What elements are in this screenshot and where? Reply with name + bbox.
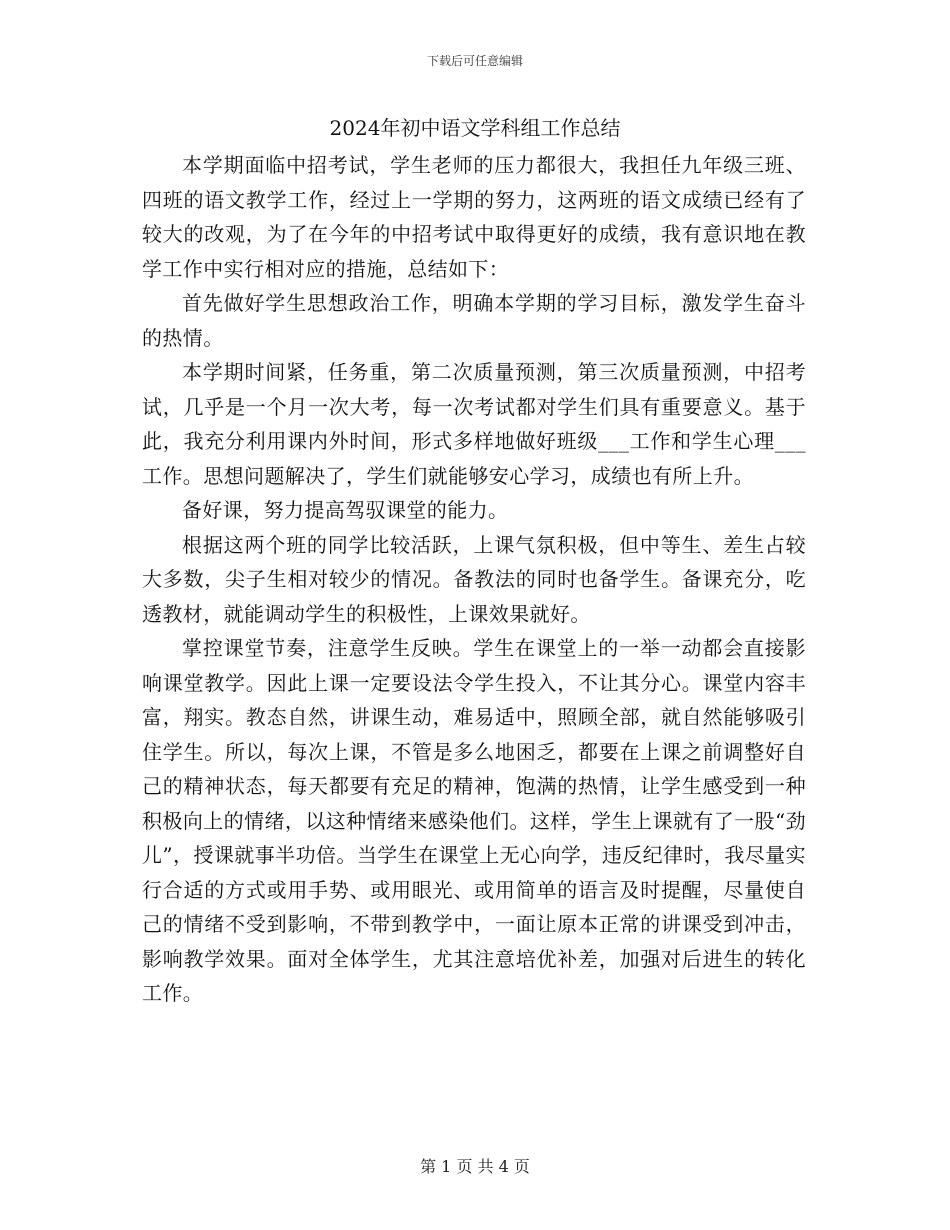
paragraph-intro: 本学期面临中招考试，学生老师的压力都很大，我担任九年级三班、四班的语文教学工作，经过上一学期的努力，这两班的语文成绩已经有了较大的改观，为了在今年的中招考试中取得更好的成绩，我有意识地在教学工作中实行相对应的措施，总结如下： (142, 153, 806, 281)
document-title: 2024年初中语文学科组工作总结 (329, 116, 621, 140)
header-note: 下载后可任意编辑 (426, 54, 523, 68)
document-body (142, 148, 806, 1011)
paragraph-lesson-prep: 根据这两个班的同学比较活跃，上课气氛积极，但中等生、差生占较大多数，尖子生相对较少的情况。备教法的同时也备学生。备课充分，吃透教材，就能调动学生的积极性，上课效果就好。 (142, 532, 806, 626)
page-number: 第 1 页 共 4 页 (420, 1157, 530, 1176)
paragraph-exam-schedule: 本学期时间紧，任务重，第二次质量预测，第三次质量预测，中招考试，几乎是一个月一次大考，每一次考试都对学生们具有重要意义。基于此，我充分利用课内外时间，形式多样地做好班级___工作和学生心理___工作。思想问题解决了，学生们就能够安心学习，成绩也有所上升。 (142, 360, 806, 488)
paragraph-ideology-work: 首先做好学生思想政治工作，明确本学期的学习目标，激发学生奋斗的热情。 (142, 291, 806, 350)
paragraph-lesson-prep-heading: 备好课，努力提高驾驭课堂的能力。 (182, 498, 509, 522)
paragraph-classroom-control: 掌控课堂节奏，注意学生反映。学生在课堂上的一举一动都会直接影响课堂教学。因此上课一定要设法令学生投入，不让其分心。课堂内容丰富，翔实。教态自然，讲课生动，难易适中，照顾全部，就自然能够吸引住学生。所以，每次上课，不管是多么地困乏，都要在上课之前调整好自己的精神状态，每天都要有充足的精神，饱满的热情，让学生感受到一种积极向上的情绪，以这种情绪来感染他们。这样，学生上课就有了一股“劲儿”，授课就事半功倍。当学生在课堂上无心向学，违反纪律时，我尽量实行合适的方式或用手势、或用眼光、或用简单的语言及时提醒，尽量使自己的情绪不受到影响，不带到教学中，一面让原本正常的讲课受到冲击，影响教学效果。面对全体学生，尤其注意培优补差，加强对后进生的转化工作。 (142, 636, 806, 1005)
